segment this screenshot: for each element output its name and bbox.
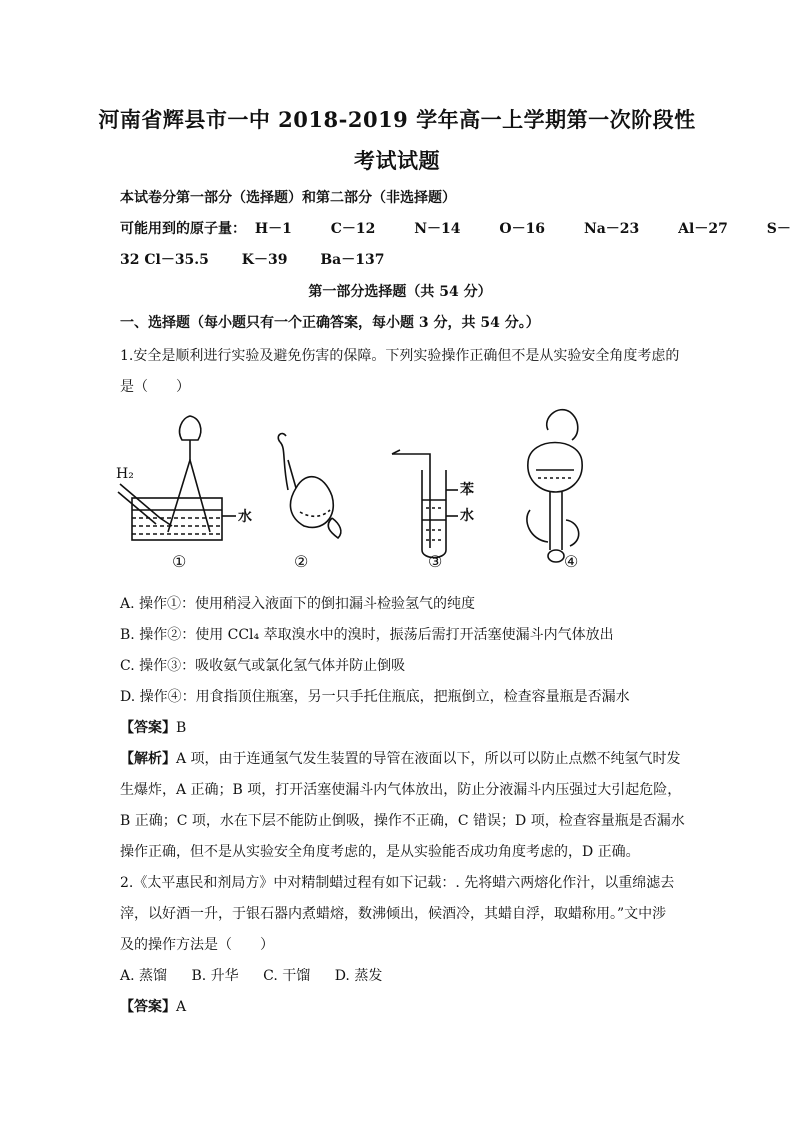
q1-analysis-text1: A 项，由于连通氢气发生装置的导管在液面以下，所以可以防止点燃不纯氢气时发: [176, 751, 681, 767]
q1-analysis-line2: 生爆炸，A 正确；B 项，打开活塞使漏斗内气体放出，防止分液漏斗内压强过大引起危险，: [120, 782, 682, 798]
q2-answer-label: 【答案】: [120, 999, 176, 1015]
exam-intro: 本试卷分第一部分（选择题）和第二部分（非选择题）: [120, 190, 456, 206]
q2-stem-line1: 2.《太平惠民和剂局方》中对精制蜡过程有如下记载：. 先将蜡六两熔化作汁，以重绵滤去: [120, 875, 675, 891]
label-op-2: ②: [294, 552, 309, 571]
atom-s-cl: 32 Cl－35.5: [120, 252, 209, 268]
operation-1-apparatus: [118, 416, 236, 540]
q1-answer: [120, 717, 680, 737]
q1-option-d: D. 操作④：用食指顶住瓶塞，另一只手托住瓶底，把瓶倒立，检查容量瓶是否漏水: [120, 689, 630, 705]
q1-analysis-line1: [120, 748, 680, 768]
q2-option-c: C. 干馏: [263, 968, 311, 984]
part1-title: 第一部分选择题（共 54 分）: [308, 284, 492, 300]
atom-al: Al－27: [678, 221, 728, 237]
q1-option-c: C. 操作③：吸收氨气或氯化氢气体并防止倒吸: [120, 658, 406, 674]
document-title-line1: 河南省辉县市一中 2018-2019 学年高一上学期第一次阶段性: [98, 107, 696, 132]
label-benzene: 苯: [460, 482, 474, 498]
atom-na: Na－23: [583, 221, 640, 237]
operation-2-apparatus: [278, 434, 341, 538]
q1-analysis-line3: B 正确；C 项，水在下层不能防止倒吸，操作不正确，C 错误；D 项，检查容量瓶是否漏水: [120, 813, 685, 829]
atom-c: C－12: [330, 221, 376, 237]
q2-options: [120, 965, 680, 985]
atomic-mass-line2: [120, 249, 680, 269]
atomic-mass-line1: [120, 218, 791, 238]
atoms-label: 可能用到的原子量：: [120, 221, 246, 237]
atom-n: N－14: [414, 221, 461, 237]
q1-answer-label: 【答案】: [120, 720, 176, 736]
label-water-3: 水: [460, 508, 474, 524]
q1-stem-line2: 是（ ）: [120, 379, 190, 395]
atom-s: S－: [766, 221, 791, 237]
q1-stem-line1: 1.安全是顺利进行实验及避免伤害的保障。下列实验操作正确但不是从实验安全角度考虑的: [120, 348, 680, 364]
q2-answer: [120, 996, 680, 1016]
atom-o: O－16: [499, 221, 546, 237]
q2-option-d: D. 蒸发: [334, 968, 383, 984]
atom-h: H－1: [254, 221, 292, 237]
q2-option-a: A. 蒸馏: [120, 968, 168, 984]
label-op-4: ④: [564, 552, 579, 571]
q1-figure: [110, 400, 610, 580]
q2-stem-line2: 滓，以好酒一升，于银石器内煮蜡熔，数沸倾出，候酒冷，其蜡自浮，取蜡称用。”文中涉: [120, 906, 667, 922]
label-op-3: ③: [428, 552, 443, 571]
operation-3-apparatus: [392, 450, 458, 558]
atom-k: K－39: [241, 252, 288, 268]
q2-stem-line3: 及的操作方法是（ ）: [120, 937, 274, 953]
q1-option-a: A. 操作①：使用稍浸入液面下的倒扣漏斗检验氢气的纯度: [120, 596, 476, 612]
label-water-1: 水: [238, 509, 252, 525]
operation-4-apparatus: [527, 410, 582, 562]
q1-analysis-label: 【解析】: [120, 751, 176, 767]
q2-option-b: B. 升华: [191, 968, 239, 984]
label-h2: H₂: [116, 466, 134, 482]
document-title-line2: 考试试题: [354, 148, 440, 173]
section1-title: 一、选择题（每小题只有一个正确答案，每小题 3 分，共 54 分。）: [120, 315, 540, 331]
label-op-1: ①: [172, 552, 187, 571]
q1-option-b: B. 操作②：使用 CCl₄ 萃取溴水中的溴时，振荡后需打开活塞使漏斗内气体放出: [120, 627, 614, 643]
q1-answer-value: B: [176, 720, 187, 736]
q2-answer-value: A: [176, 999, 187, 1015]
atom-ba: Ba－137: [320, 252, 385, 268]
q1-analysis-line4: 操作正确，但不是从实验安全角度考虑的，是从实验能否成功角度考虑的，D 正确。: [120, 844, 640, 860]
